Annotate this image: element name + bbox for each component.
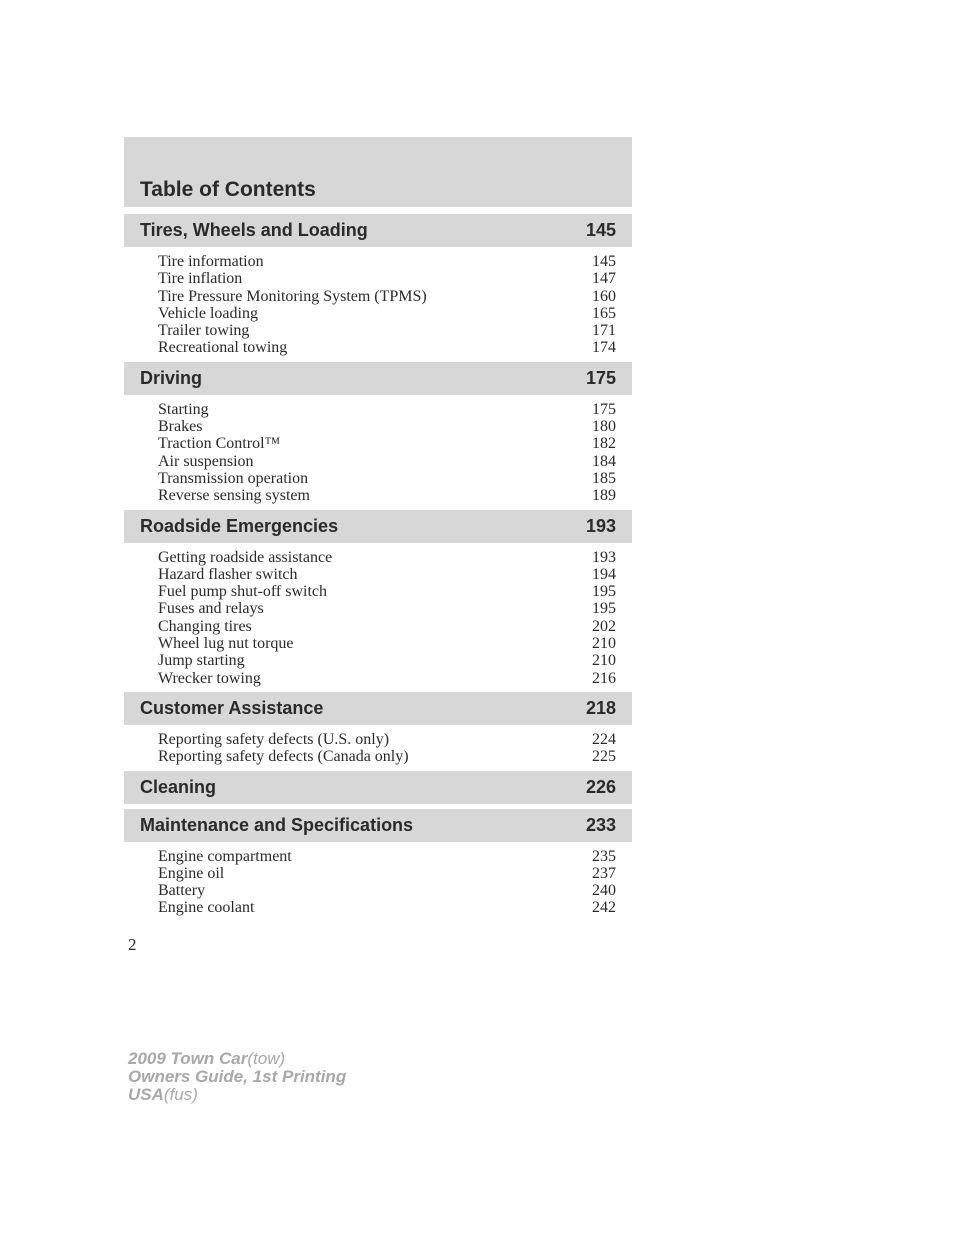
toc-entry[interactable] xyxy=(158,635,616,652)
section-heading[interactable] xyxy=(124,362,632,395)
page-number: 2 xyxy=(128,935,137,954)
toc-entry[interactable] xyxy=(158,865,616,882)
entry-label: Trailer towing xyxy=(158,322,250,340)
toc-section xyxy=(124,809,632,922)
section-title: Customer Assistance xyxy=(140,697,324,718)
entry-page: 235 xyxy=(592,847,616,865)
entry-label: Reporting safety defects (U.S. only) xyxy=(158,730,390,748)
toc-entry[interactable] xyxy=(158,288,616,305)
toc-entry[interactable] xyxy=(158,899,616,916)
header-band xyxy=(124,137,632,207)
toc-entry[interactable] xyxy=(158,583,616,600)
entry-page: 224 xyxy=(592,730,616,748)
entry-page: 240 xyxy=(592,882,616,900)
entry-page: 185 xyxy=(592,469,616,487)
toc-section xyxy=(124,771,632,809)
entry-page: 202 xyxy=(592,617,616,635)
entry-page: 237 xyxy=(592,864,616,882)
footer-line-2 xyxy=(128,1068,346,1086)
entry-page: 175 xyxy=(592,400,616,418)
toc-section xyxy=(124,510,632,692)
toc-entry[interactable] xyxy=(158,339,616,356)
footer-line-3 xyxy=(128,1086,346,1104)
entry-label: Reporting safety defects (Canada only) xyxy=(158,748,409,766)
entry-label: Reverse sensing system xyxy=(158,487,310,505)
entry-page: 242 xyxy=(592,899,616,917)
toc-entry[interactable] xyxy=(158,270,616,287)
entry-label: Changing tires xyxy=(158,617,252,635)
toc-entry[interactable] xyxy=(158,748,616,765)
entry-page: 189 xyxy=(592,487,616,505)
entry-list xyxy=(124,725,632,771)
entry-page: 180 xyxy=(592,418,616,436)
section-page: 233 xyxy=(585,814,616,835)
entry-label: Engine compartment xyxy=(158,847,292,865)
entry-page: 193 xyxy=(592,548,616,566)
toc-entry[interactable] xyxy=(158,882,616,899)
entry-page: 165 xyxy=(592,304,616,322)
section-heading[interactable] xyxy=(124,809,632,842)
entry-label: Battery xyxy=(158,882,206,900)
entry-page: 195 xyxy=(592,583,616,601)
entry-page: 145 xyxy=(592,253,616,270)
section-page: 226 xyxy=(585,776,616,797)
footer-model-code: (tow) xyxy=(247,1049,286,1068)
entry-list xyxy=(124,543,632,692)
footer-edition: Owners Guide, 1st Printing xyxy=(128,1067,347,1086)
entry-page: 194 xyxy=(592,565,616,583)
entry-label: Fuses and relays xyxy=(158,600,264,618)
footer-market: USA xyxy=(128,1085,164,1104)
entry-label: Jump starting xyxy=(158,652,245,670)
section-title: Tires, Wheels and Loading xyxy=(140,220,368,240)
toc-section xyxy=(124,692,632,771)
footer-model: 2009 Town Car xyxy=(128,1049,248,1068)
entry-label: Tire Pressure Monitoring System (TPMS) xyxy=(158,287,427,305)
entry-list xyxy=(124,842,632,922)
section-heading[interactable] xyxy=(124,214,632,247)
section-title: Roadside Emergencies xyxy=(140,515,339,536)
footer-line-1 xyxy=(128,1050,346,1068)
toc-entry[interactable] xyxy=(158,253,616,270)
toc-section xyxy=(124,214,632,362)
section-page: 145 xyxy=(585,220,616,240)
entry-page: 184 xyxy=(592,452,616,470)
entry-label: Fuel pump shut-off switch xyxy=(158,583,328,601)
toc-entry[interactable] xyxy=(158,652,616,669)
entry-page: 171 xyxy=(592,322,616,340)
entry-page: 174 xyxy=(592,339,616,357)
toc-entry[interactable] xyxy=(158,470,616,487)
entry-page: 195 xyxy=(592,600,616,618)
entry-page: 210 xyxy=(592,652,616,670)
entry-label: Tire information xyxy=(158,253,264,270)
entry-label: Recreational towing xyxy=(158,339,288,357)
footer-market-code: (fus) xyxy=(163,1085,198,1104)
section-heading[interactable] xyxy=(124,692,632,725)
toc-entry[interactable] xyxy=(158,418,616,435)
entry-label: Vehicle loading xyxy=(158,304,258,322)
toc-entry[interactable] xyxy=(158,435,616,452)
entry-label: Tire inflation xyxy=(158,270,243,288)
toc-entry[interactable] xyxy=(158,487,616,504)
toc-entry[interactable] xyxy=(158,453,616,470)
toc-entry[interactable] xyxy=(158,670,616,687)
section-page: 218 xyxy=(585,697,616,718)
entry-label: Wheel lug nut torque xyxy=(158,635,294,653)
toc-entry[interactable] xyxy=(158,731,616,748)
entry-label: Engine oil xyxy=(158,864,225,882)
entry-label: Engine coolant xyxy=(158,899,255,917)
entry-list xyxy=(124,395,632,510)
entry-page: 210 xyxy=(592,635,616,653)
entry-page: 182 xyxy=(592,435,616,453)
entry-page: 147 xyxy=(592,270,616,288)
entry-label: Hazard flasher switch xyxy=(158,565,298,583)
toc-entry[interactable] xyxy=(158,401,616,418)
toc-entry[interactable] xyxy=(158,305,616,322)
section-title: Driving xyxy=(140,367,203,388)
toc-entry[interactable] xyxy=(158,618,616,635)
section-title: Maintenance and Specifications xyxy=(140,814,414,835)
entry-label: Brakes xyxy=(158,418,203,436)
entry-label: Air suspension xyxy=(158,452,254,470)
entry-label: Wrecker towing xyxy=(158,669,261,687)
section-page: 193 xyxy=(585,515,616,536)
toc-entry[interactable] xyxy=(158,566,616,583)
toc-entry[interactable] xyxy=(158,600,616,617)
entry-label: Transmission operation xyxy=(158,469,309,487)
section-heading[interactable] xyxy=(124,510,632,543)
entry-page: 216 xyxy=(592,669,616,687)
entry-list xyxy=(124,247,632,362)
entry-label: Getting roadside assistance xyxy=(158,548,333,566)
toc-entry[interactable] xyxy=(158,848,616,865)
table-of-contents xyxy=(124,214,632,922)
entry-label: Traction Control™ xyxy=(158,435,281,453)
print-footer xyxy=(128,1050,346,1104)
section-page: 175 xyxy=(585,367,616,388)
section-heading[interactable] xyxy=(124,771,632,804)
entry-label: Starting xyxy=(158,400,209,418)
entry-page: 160 xyxy=(592,287,616,305)
toc-entry[interactable] xyxy=(158,322,616,339)
page-title: Table of Contents xyxy=(140,178,316,201)
toc-section xyxy=(124,362,632,510)
entry-page: 225 xyxy=(592,748,616,766)
toc-entry[interactable] xyxy=(158,549,616,566)
section-title: Cleaning xyxy=(140,776,217,797)
